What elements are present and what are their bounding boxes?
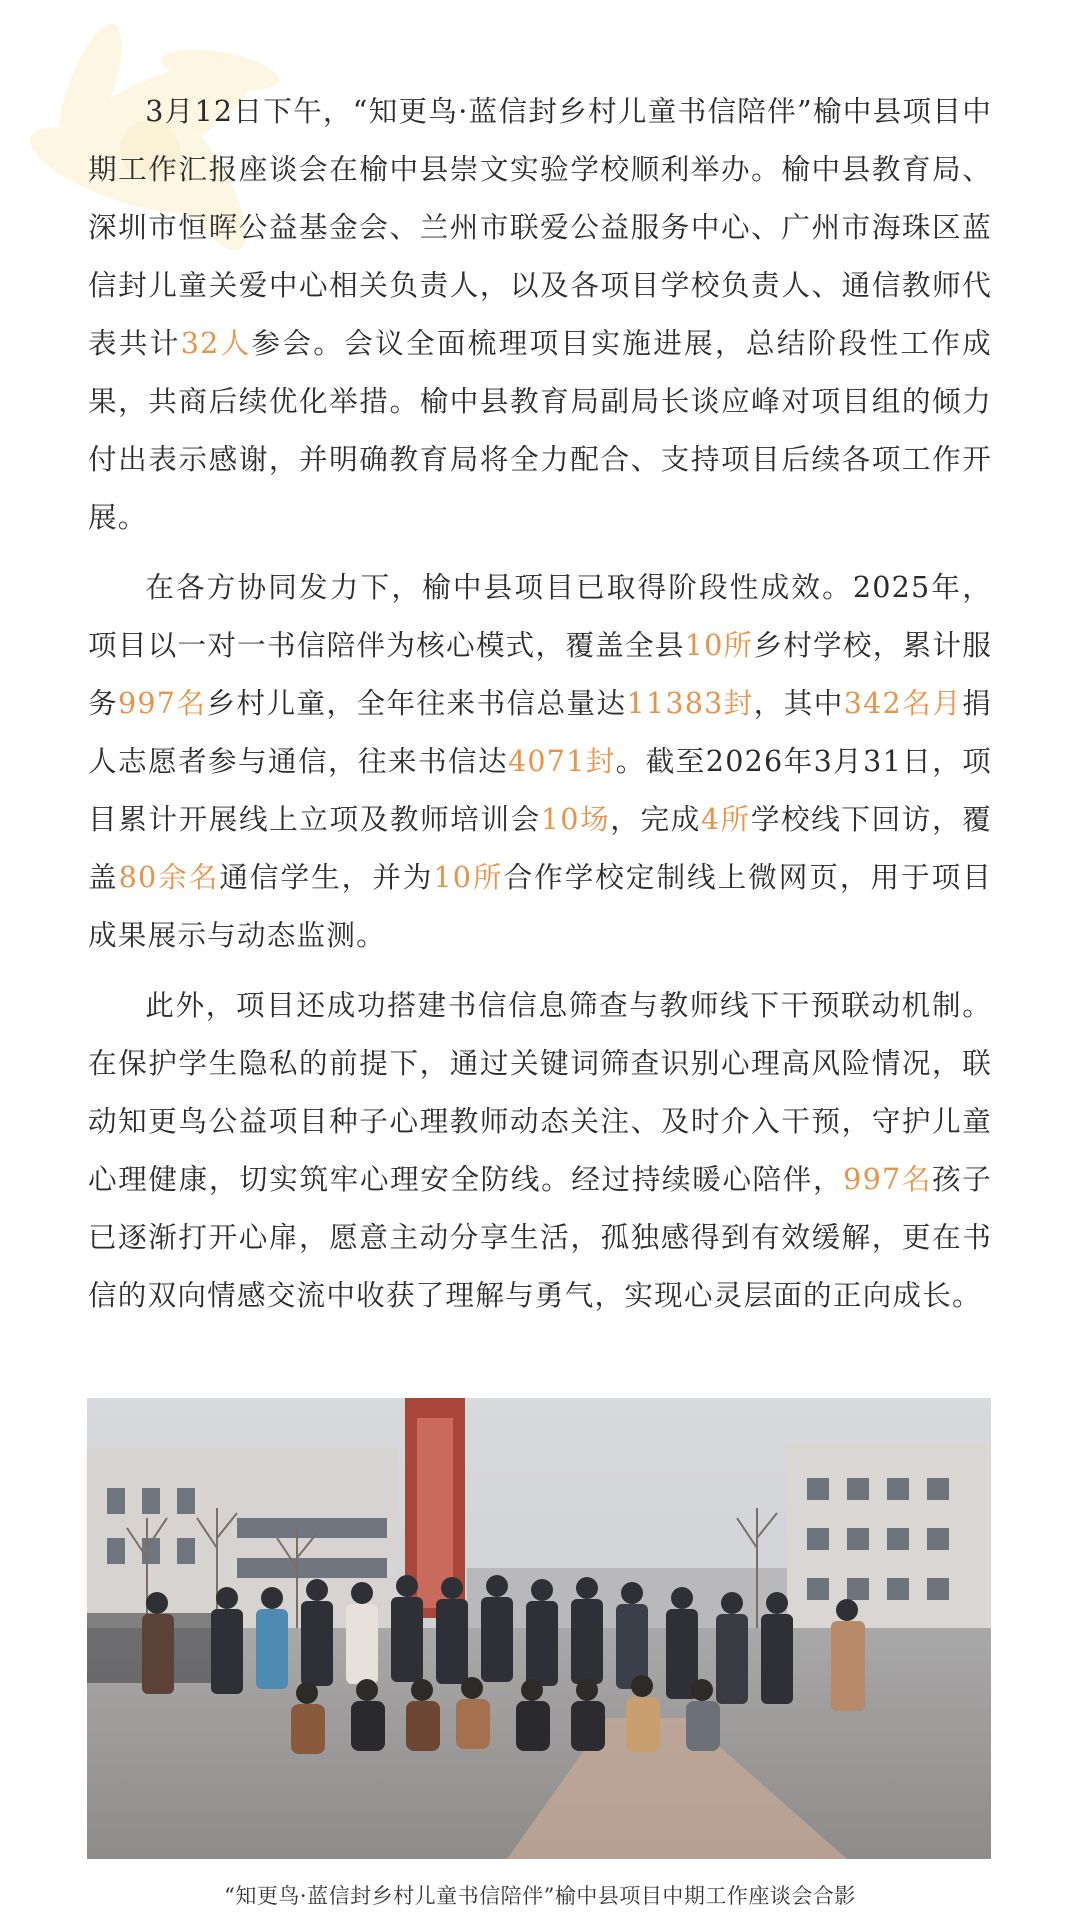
paragraph-text: 参会。会议全面梳理项目实施进展，总结阶段性工作成果，共商后续优化举措。榆中县教育局副局长谈应峰对项目组的倾力付出表示感谢，并明确教育局将全力配合、支持项目后续各项工作开展。 (88, 326, 992, 534)
paragraph-3 (88, 976, 992, 1324)
paragraph-2 (88, 558, 992, 964)
paragraph-text: 孩子已逐渐打开心扉，愿意主动分享生活，孤独感得到有效缓解，更在书信的双向情感交流中收获了理解与勇气，实现心灵层面的正向成长。 (88, 1162, 992, 1312)
highlight-figure: 80余名 (118, 860, 220, 894)
paragraph-text: 在各方协同发力下，榆中县项目已取得阶段性成效。2025年，项目以一对一书信陪伴为核心模式，覆盖全县 (88, 570, 992, 662)
highlight-figure: 10所 (684, 628, 754, 662)
highlight-figure: 997名 (118, 686, 207, 720)
highlight-figure: 4071封 (508, 744, 616, 778)
paragraph-text: 学校线下回访，覆盖 (88, 802, 992, 894)
highlight-figure: 10所 (433, 860, 504, 894)
highlight-figure: 342名月 (843, 686, 963, 720)
paragraph-text: ，其中 (753, 686, 844, 720)
photo-caption: “知更鸟·蓝信封乡村儿童书信陪伴”榆中县项目中期工作座谈会合影 (224, 1884, 856, 1908)
highlight-figure: 32人 (180, 326, 252, 360)
paragraph-text: 。截至2026年3月31日，项目累计开展线上立项及教师培训会 (88, 744, 992, 836)
paragraph-text: 合作学校定制线上微网页，用于项目成果展示与动态监测。 (88, 860, 993, 952)
paragraph-text: 乡村学校，累计服务 (88, 628, 992, 720)
paragraph-text: 捐人志愿者参与通信，往来书信达 (88, 686, 992, 778)
highlight-figure: 11383封 (626, 686, 754, 720)
highlight-figure: 10场 (540, 802, 611, 836)
paragraph-1 (88, 82, 992, 546)
article-body (88, 82, 992, 1336)
paragraph-text: 3月12日下午，“知更鸟·蓝信封乡村儿童书信陪伴”榆中县项目中期工作汇报座谈会在榆中县崇文实验学校顺利举办。榆中县教育局、深圳市恒晖公益基金会、兰州市联爱公益服务中心、广州市海珠区蓝信封儿童关爱中心相关负责人，以及各项目学校负责人、通信教师代表共计 (88, 94, 992, 360)
paragraph-text: 乡村儿童，全年往来书信总量达 (206, 686, 627, 720)
paragraph-text: 此外，项目还成功搭建书信信息筛查与教师线下干预联动机制。在保护学生隐私的前提下，通过关键词筛查识别心理高风险情况，联动知更鸟公益项目种子心理教师动态关注、及时介入干预，守护儿童心理健康，切实筑牢心理安全防线。经过持续暖心陪伴， (88, 988, 992, 1196)
group-photo (87, 1398, 991, 1859)
paragraph-text: ，完成 (610, 802, 701, 836)
paragraph-text: 通信学生，并为 (219, 860, 434, 894)
highlight-figure: 4所 (700, 802, 751, 836)
highlight-figure: 997名 (843, 1162, 932, 1196)
